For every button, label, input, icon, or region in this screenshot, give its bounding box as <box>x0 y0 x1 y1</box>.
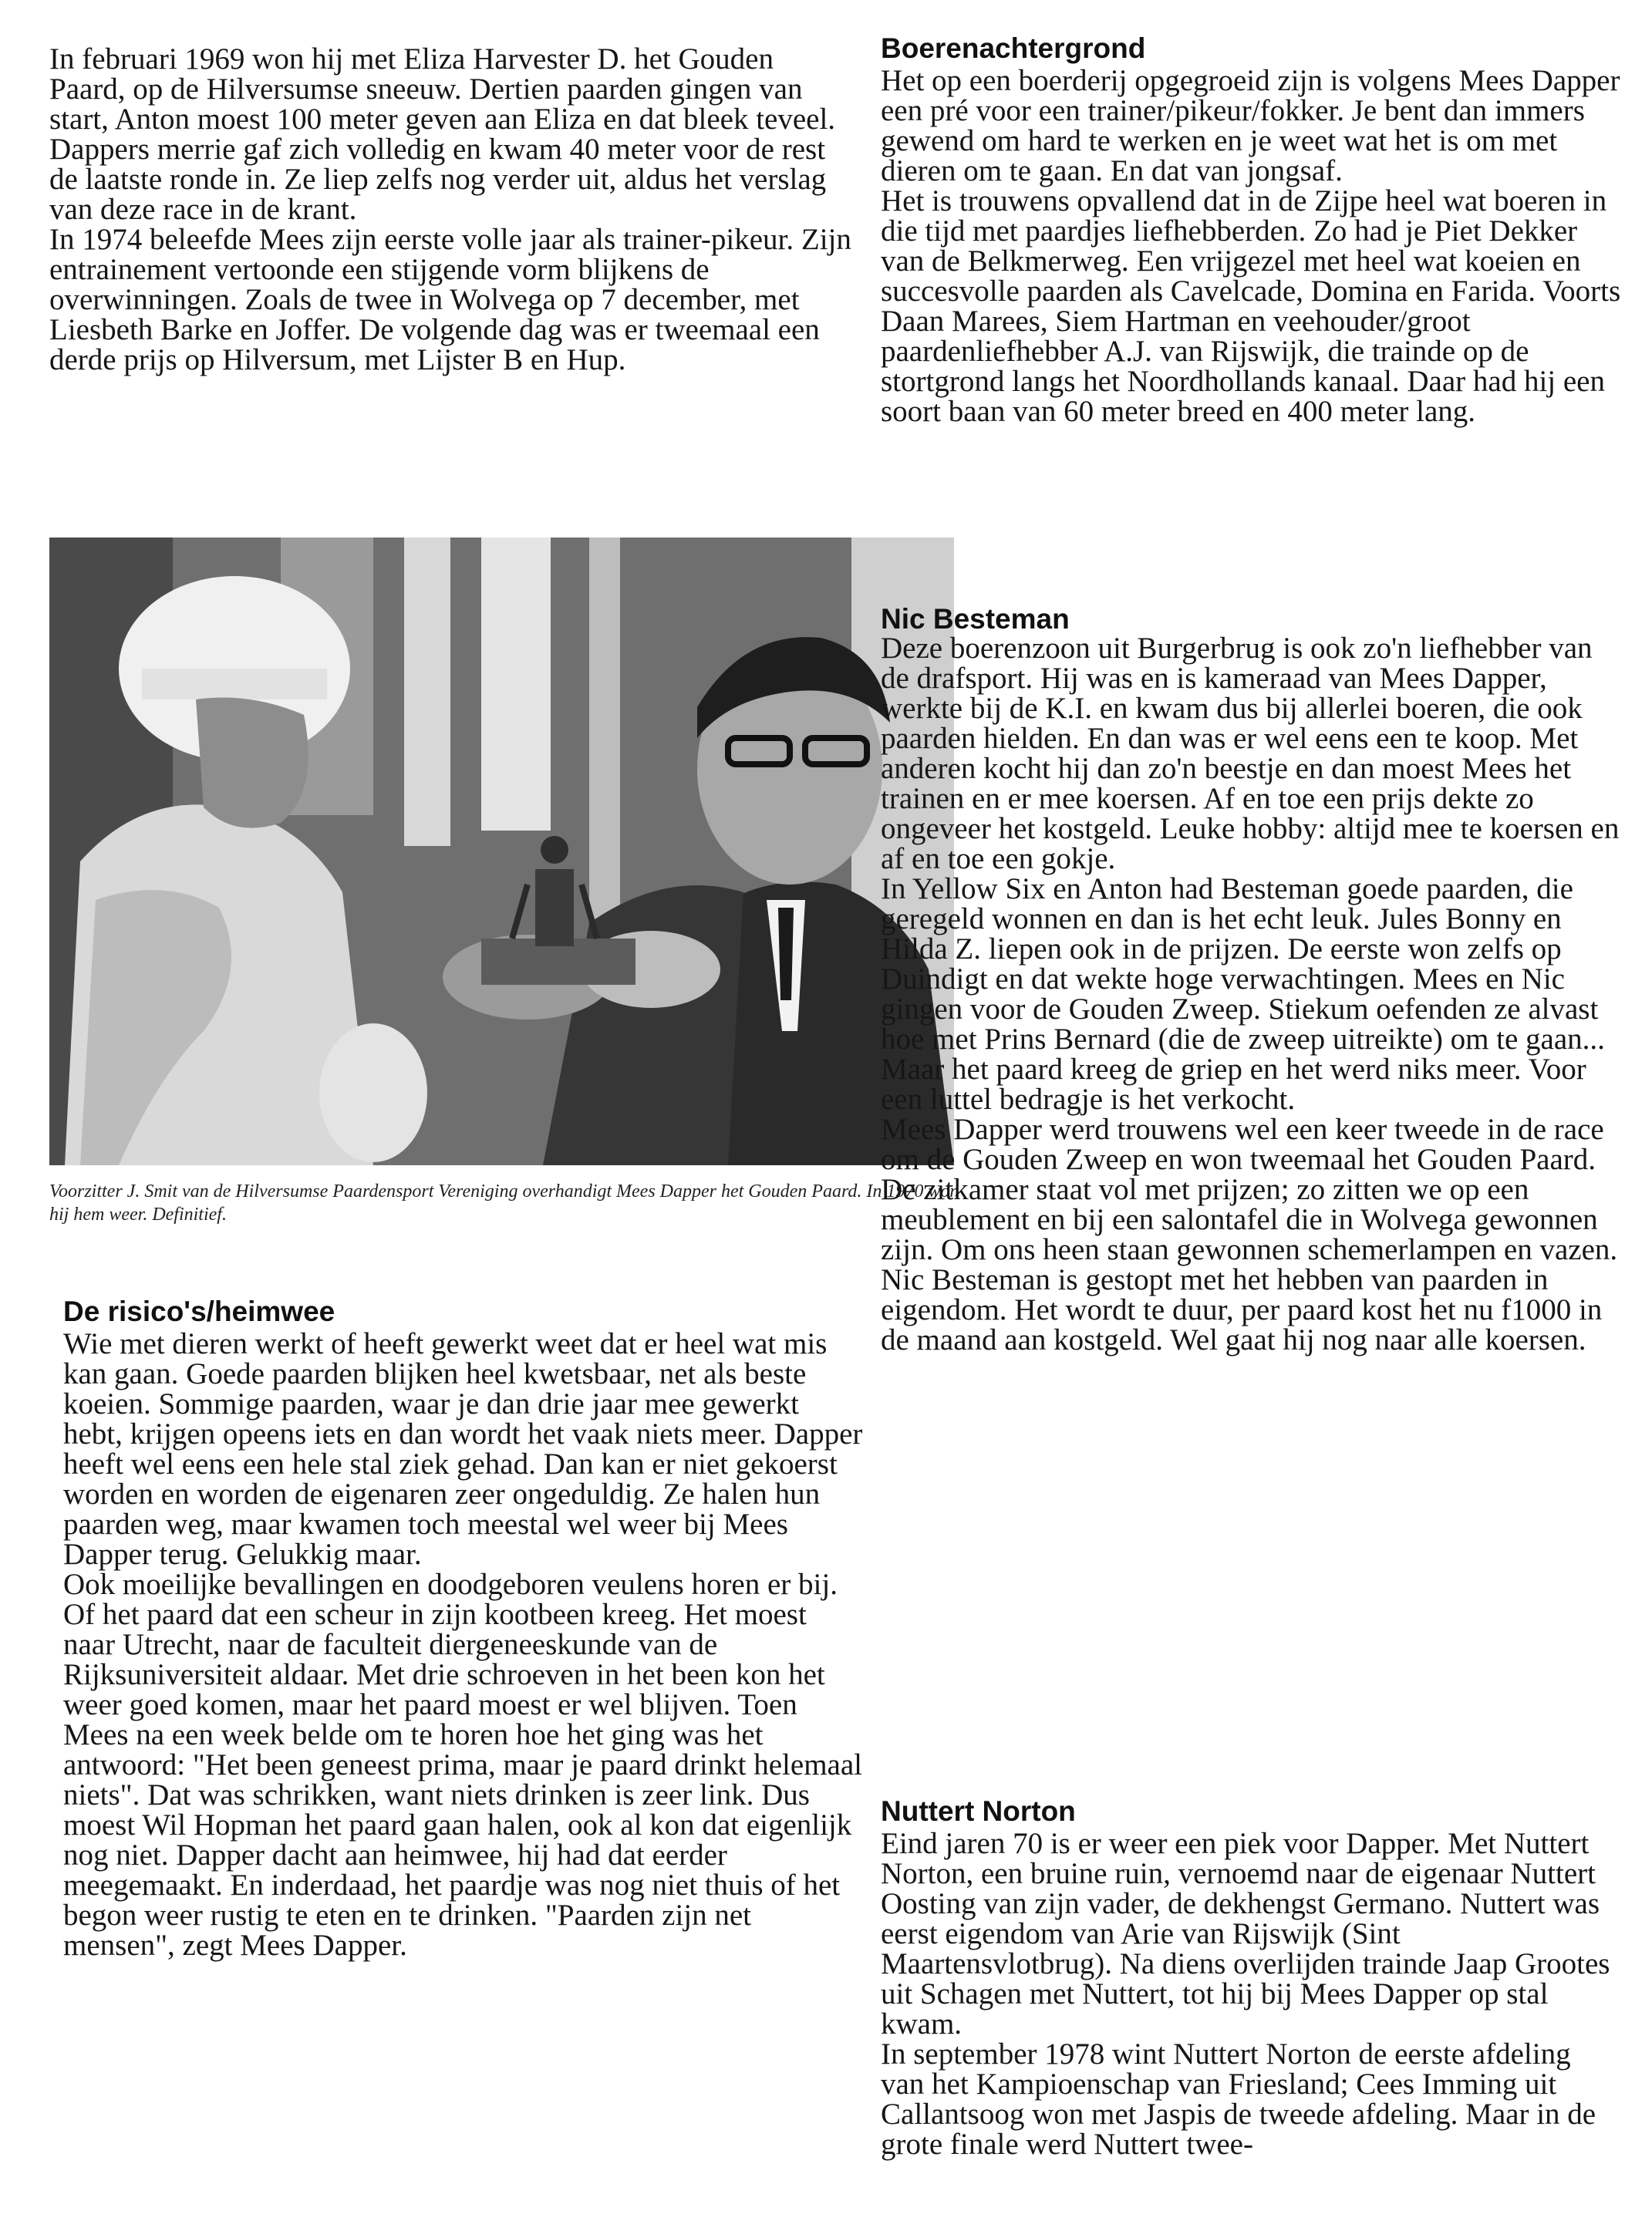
intro-text <box>49 44 851 375</box>
paragraph: Wie met dieren werkt of heeft gewerkt weet dat er heel wat mis kan gaan. Goede paarden blijken heel kwetsbaar, net als beste koeien. Sommige paarden, waar je dan drie jaar mee gewerkt hebt, krijgen opeens iets en dan wordt het vaak niets meer. Dapper heeft wel eens een hele stal ziek gehad. Dan kan er niet gekoerst worden en worden de eigenaren zeer ongeduldig. Ze halen hun paarden weg, maar kwamen toch meestal wel weer bij Mees Dapper terug. Gelukkig maar. <box>63 1327 863 1571</box>
paragraph: In februari 1969 won hij met Eliza Harvester D. het Gouden Paard, op de Hilversumse sneeuw. Dertien paarden gingen van start, Anton moest 100 meter geven aan Eliza en dat bleek teveel. Dappers merrie gaf zich volledig en kwam 40 meter voor de rest de laatste ronde in. Ze liep zelfs nog verder uit, aldus het verslag van deze race in de krant. <box>49 42 836 226</box>
paragraph: Ook moeilijke bevallingen en doodgeboren veulens horen er bij. Of het paard dat een scheur in zijn kootbeen kreeg. Het moest naar Utrecht, naar de faculteit diergeneeskunde van de Rijksuniversiteit aldaar. Met drie schroeven in het been kon het weer goed komen, maar het paard moest er wel blijven. Toen Mees na een week belde om te horen hoe het ging was het antwoord: "Het been geneest prima, maar je paard drinkt helemaal niets". Dat was schrikken, want niets drinken is zeer link. Dus moest Wil Hopman het paard gaan halen, ook al kon dat eigenlijk nog niet. Dapper dacht aan heimwee, hij had dat eerder meegemaakt. En inderdaad, het paardje was nog niet thuis of het begon weer rustig te eten en te drinken. "Paarden zijn net mensen", zegt Mees Dapper. <box>63 1568 862 1962</box>
section-heading: De risico's/heimwee <box>63 1296 335 1327</box>
paragraph: Eind jaren 70 is er weer een piek voor Dapper. Met Nuttert Norton, een bruine ruin, vernoemd naar de eigenaar Nuttert Oosting van zijn vader, de dekhengst Germano. Nuttert was eerst eigendom van Arie van Rijswijk (Sint Maartensvlotbrug). Na diens overlijden trainde Jaap Grootes uit Schagen met Nuttert, tot hij bij Mees Dapper op stal kwam. <box>881 1827 1610 2041</box>
section-nuttert-norton <box>881 1797 1621 2159</box>
section-heading: Nuttert Norton <box>881 1795 1076 1827</box>
paragraph: Deze boerenzoon uit Burgerbrug is ook zo'n liefhebber van de drafsport. Hij was en is kameraad van Mees Dapper, werkte bij de K.I. en kwam dus bij allerlei boeren, die ook paarden hielden. En dan was er wel eens een te koop. Met anderen kocht hij dan zo'n beestje en dan moest Mees het trainen en er mee koersen. Af en toe een prijs dekte zo ongeveer het kostgeld. Leuke hobby: altijd mee te koersen en af en toe een gokje. <box>881 632 1620 875</box>
paragraph: Het op een boerderij opgegroeid zijn is volgens Mees Dapper een pré voor een trainer/pikeur/fokker. Je bent dan immers gewend om hard te werken en je weet wat het is om met dieren om te gaan. En dat van jongsaf. <box>881 64 1620 187</box>
paragraph: Mees Dapper werd trouwens wel een keer tweede in de race om de Gouden Zweep en won tweemaal het Gouden Paard. De zitkamer staat vol met prijzen; zo zitten we op een meublement en bij een salontafel die in Wolvega gewonnen zijn. Om ons heen staan gewonnen schemerlampen en vazen. <box>881 1113 1618 1266</box>
section-heading: Nic Besteman <box>881 603 1070 635</box>
trophy-handover-photo <box>49 538 954 1165</box>
paragraph: Het is trouwens opvallend dat in de Zijpe heel wat boeren in die tijd met paardjes liefhebberden. Zo had je Piet Dekker van de Belkmerweg. Een vrijgezel met heel wat koeien en succesvolle paarden als Cavelcade, Domina en Farida. Voorts Daan Marees, Siem Hartman en veehouder/groot paardenliefhebber A.J. van Rijswijk, die trainde op de stortgrond langs het Noordhollands kanaal. Daar had hij een soort baan van 60 meter breed en 400 meter lang. <box>881 184 1621 428</box>
paragraph: In 1974 beleefde Mees zijn eerste volle jaar als trainer-pikeur. Zijn entrainement vertoonde een stijgende vorm blijkens de overwinningen. Zoals de twee in Wolvega op 7 december, met Liesbeth Barke en Joffer. De volgende dag was er tweemaal een derde prijs op Hilversum, met Lijster B en Hup. <box>49 223 851 376</box>
section-risicos <box>63 1297 865 1960</box>
paragraph: In Yellow Six en Anton had Besteman goede paarden, die geregeld wonnen en dan is het echt leuk. Jules Bonny en Hilda Z. liepen ook in de prijzen. De eerste won zelfs op Duindigt en dat wekte hoge verwachtingen. Mees en Nic gingen voor de Gouden Zweep. Stiekum oefenden ze alvast hoe met Prins Bernard (die de zweep uitreikte) om te gaan... Maar het paard kreeg de griep en het werd niks meer. Voor een luttel bedragje is het verkocht. <box>881 872 1605 1116</box>
section-heading: Boerenachtergrond <box>881 32 1146 64</box>
photo-caption: Voorzitter J. Smit van de Hilversumse Paardensport Vereniging overhandigt Mees Dapper het Gouden Paard. In 1970 won hij hem weer. Definitief. <box>49 1181 959 1225</box>
paragraph: Nic Besteman is gestopt met het hebben van paarden in eigendom. Het wordt te duur, per paard kost het nu f1000 in de maand aan kostgeld. Wel gaat hij nog naar alle koersen. <box>881 1263 1603 1357</box>
paragraph: In september 1978 wint Nuttert Norton de eerste afdeling van het Kampioenschap van Friesland; Cees Imming uit Callantsoog won met Jaspis de tweede afdeling. Maar in de grote finale werd Nuttert twee- <box>881 2037 1596 2161</box>
section-nic-besteman <box>881 605 1621 1355</box>
section-boerenachtergrond <box>881 34 1621 426</box>
